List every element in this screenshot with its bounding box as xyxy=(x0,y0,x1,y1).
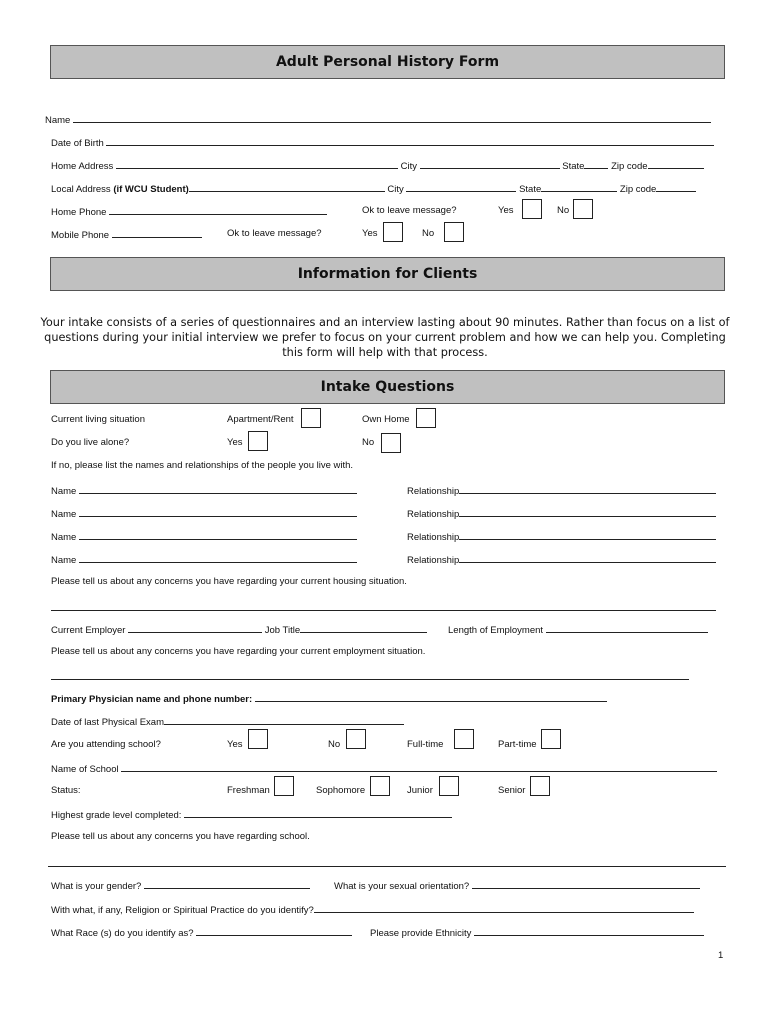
freshman-checkbox[interactable] xyxy=(274,776,294,796)
name-label: Name xyxy=(45,115,71,126)
home-ok-leave-label: Ok to leave message? xyxy=(362,205,457,216)
school-name-field[interactable] xyxy=(121,762,717,772)
home-no-checkbox[interactable] xyxy=(573,199,593,219)
race-row xyxy=(51,926,352,939)
household-rel-row-2 xyxy=(407,507,716,520)
attending-school-label: Are you attending school? xyxy=(51,739,161,750)
school-name-label: Name of School xyxy=(51,764,119,775)
part-time-checkbox[interactable] xyxy=(541,729,561,749)
live-alone-no-checkbox[interactable] xyxy=(381,433,401,453)
household-name-field[interactable] xyxy=(79,507,357,517)
mobile-no-checkbox[interactable] xyxy=(444,222,464,242)
physician-row xyxy=(51,692,607,705)
junior-label: Junior xyxy=(407,785,433,796)
senior-checkbox[interactable] xyxy=(530,776,550,796)
mobile-ok-leave-label: Ok to leave message? xyxy=(227,228,322,239)
employment-concerns-label: Please tell us about any concerns you have regarding your current employment situation. xyxy=(51,646,426,657)
form-title: Adult Personal History Form xyxy=(275,54,500,70)
apartment-label: Apartment/Rent xyxy=(227,414,294,425)
household-name-field[interactable] xyxy=(79,530,357,540)
home-phone-field[interactable] xyxy=(109,205,327,215)
household-row-4 xyxy=(51,553,357,566)
full-time-label: Full-time xyxy=(407,739,444,750)
if-no-instruction: If no, please list the names and relationships of the people you live with. xyxy=(51,460,354,471)
mobile-yes-checkbox[interactable] xyxy=(383,222,403,242)
gender-row xyxy=(51,879,310,892)
local-address-label: Local Address xyxy=(51,184,111,195)
employer-field[interactable] xyxy=(128,623,262,633)
wcu-note: (if WCU Student) xyxy=(113,184,189,195)
orientation-field[interactable] xyxy=(472,879,700,889)
live-alone-no-label: No xyxy=(362,437,375,448)
household-relationship-label: Relationship xyxy=(407,486,460,497)
household-row-1 xyxy=(51,484,357,497)
home-zip-label: Zip code xyxy=(611,161,648,172)
length-employment-field[interactable] xyxy=(546,623,708,633)
mobile-no-label: No xyxy=(422,228,435,239)
highest-grade-row xyxy=(51,808,452,821)
length-employment-label: Length of Employment xyxy=(448,625,544,636)
household-relationship-label: Relationship xyxy=(407,532,460,543)
household-rel-row-4 xyxy=(407,553,716,566)
employment-concerns-field[interactable] xyxy=(51,679,689,680)
household-relationship-field[interactable] xyxy=(459,484,716,494)
home-city-label: City xyxy=(400,161,417,172)
last-exam-row xyxy=(51,715,404,728)
local-city-field[interactable] xyxy=(406,182,516,192)
home-yes-checkbox[interactable] xyxy=(522,199,542,219)
live-alone-yes-checkbox[interactable] xyxy=(248,431,268,451)
part-time-label: Part-time xyxy=(498,739,537,750)
household-name-label: Name xyxy=(51,532,77,543)
ethnicity-row xyxy=(370,926,704,939)
dob-field[interactable] xyxy=(106,136,714,146)
local-zip-label: Zip code xyxy=(619,184,657,195)
status-label: Status: xyxy=(51,785,81,796)
intake-banner xyxy=(50,370,725,404)
school-no-checkbox[interactable] xyxy=(346,729,366,749)
freshman-label: Freshman xyxy=(227,785,270,796)
physician-field[interactable] xyxy=(255,692,607,702)
page-number: 1 xyxy=(718,950,724,961)
highest-grade-field[interactable] xyxy=(184,808,452,818)
dob-row xyxy=(51,136,714,149)
own-home-label: Own Home xyxy=(362,414,410,425)
clients-paragraph: Your intake consists of a series of questionnaires and an interview lasting about 90 minutes. Rather than focus on a list of questions during your initial interview we prefer to focus on your current problem and how we can help you. Completing this form will help with that process. xyxy=(40,316,730,359)
local-address-row xyxy=(51,182,696,195)
household-name-label: Name xyxy=(51,555,77,566)
household-relationship-field[interactable] xyxy=(459,530,716,540)
local-zip-field[interactable] xyxy=(656,182,696,192)
household-name-field[interactable] xyxy=(79,553,357,563)
junior-checkbox[interactable] xyxy=(439,776,459,796)
housing-concerns-field[interactable] xyxy=(51,610,716,611)
school-yes-label: Yes xyxy=(227,739,243,750)
school-no-label: No xyxy=(328,739,341,750)
household-rel-row-1 xyxy=(407,484,716,497)
school-yes-checkbox[interactable] xyxy=(248,729,268,749)
live-alone-yes-label: Yes xyxy=(227,437,243,448)
local-state-field[interactable] xyxy=(541,182,617,192)
household-rel-row-3 xyxy=(407,530,716,543)
home-phone-row xyxy=(51,205,327,218)
full-time-checkbox[interactable] xyxy=(454,729,474,749)
home-address-field[interactable] xyxy=(116,159,398,169)
household-relationship-field[interactable] xyxy=(459,553,716,563)
employer-label: Current Employer xyxy=(51,625,126,636)
local-city-label: City xyxy=(387,184,404,195)
housing-concerns-label: Please tell us about any concerns you have regarding your current housing situation. xyxy=(51,576,407,587)
name-row xyxy=(45,113,711,126)
senior-label: Senior xyxy=(498,785,526,796)
mobile-yes-label: Yes xyxy=(362,228,378,239)
physician-label: Primary Physician name and phone number: xyxy=(51,694,253,705)
local-address-field[interactable] xyxy=(189,182,385,192)
household-name-label: Name xyxy=(51,509,77,520)
home-zip-field[interactable] xyxy=(648,159,704,169)
home-state-field[interactable] xyxy=(584,159,608,169)
religion-row xyxy=(51,903,694,916)
clients-title: Information for Clients xyxy=(297,266,478,282)
mobile-phone-label: Mobile Phone xyxy=(51,230,110,241)
form-title-banner xyxy=(50,45,725,79)
mobile-phone-row xyxy=(51,228,202,241)
ethnicity-label: Please provide Ethnicity xyxy=(370,928,472,939)
home-city-field[interactable] xyxy=(420,159,560,169)
highest-grade-label: Highest grade level completed: xyxy=(51,810,182,821)
sophomore-label: Sophomore xyxy=(316,785,366,796)
religion-field[interactable] xyxy=(314,903,694,913)
race-field[interactable] xyxy=(196,926,352,936)
household-relationship-field[interactable] xyxy=(459,507,716,517)
job-title-label: Job Title xyxy=(264,625,301,636)
school-concerns-label: Please tell us about any concerns you have regarding school. xyxy=(51,831,310,842)
last-exam-field[interactable] xyxy=(164,715,404,725)
household-row-3 xyxy=(51,530,357,543)
ethnicity-field[interactable] xyxy=(474,926,704,936)
home-address-row xyxy=(51,159,704,172)
home-no-label: No xyxy=(557,205,570,216)
school-concerns-field[interactable] xyxy=(48,866,726,867)
household-name-label: Name xyxy=(51,486,77,497)
apartment-checkbox[interactable] xyxy=(301,408,321,428)
own-home-checkbox[interactable] xyxy=(416,408,436,428)
orientation-row xyxy=(334,879,700,892)
race-label: What Race (s) do you identify as? xyxy=(51,928,194,939)
clients-banner xyxy=(50,257,725,291)
live-alone-label: Do you live alone? xyxy=(51,437,130,448)
living-situation-label: Current living situation xyxy=(51,414,145,425)
home-phone-label: Home Phone xyxy=(51,207,107,218)
last-exam-label: Date of last Physical Exam xyxy=(51,717,164,728)
name-field[interactable] xyxy=(73,113,711,123)
household-relationship-label: Relationship xyxy=(407,509,460,520)
orientation-label: What is your sexual orientation? xyxy=(334,881,470,892)
gender-label: What is your gender? xyxy=(51,881,142,892)
sophomore-checkbox[interactable] xyxy=(370,776,390,796)
religion-label: With what, if any, Religion or Spiritual Practice do you identify? xyxy=(51,905,314,916)
household-row-2 xyxy=(51,507,357,520)
intake-title: Intake Questions xyxy=(320,379,455,395)
gender-field[interactable] xyxy=(144,879,310,889)
household-name-field[interactable] xyxy=(79,484,357,494)
school-name-row xyxy=(51,762,717,775)
mobile-phone-field[interactable] xyxy=(112,228,202,238)
local-state-label: State xyxy=(519,184,542,195)
home-address-label: Home Address xyxy=(51,161,114,172)
home-yes-label: Yes xyxy=(498,205,514,216)
length-employment-row xyxy=(448,623,708,636)
home-state-label: State xyxy=(562,161,585,172)
household-relationship-label: Relationship xyxy=(407,555,460,566)
dob-label: Date of Birth xyxy=(51,138,104,149)
employment-row xyxy=(51,623,427,636)
job-title-field[interactable] xyxy=(300,623,427,633)
